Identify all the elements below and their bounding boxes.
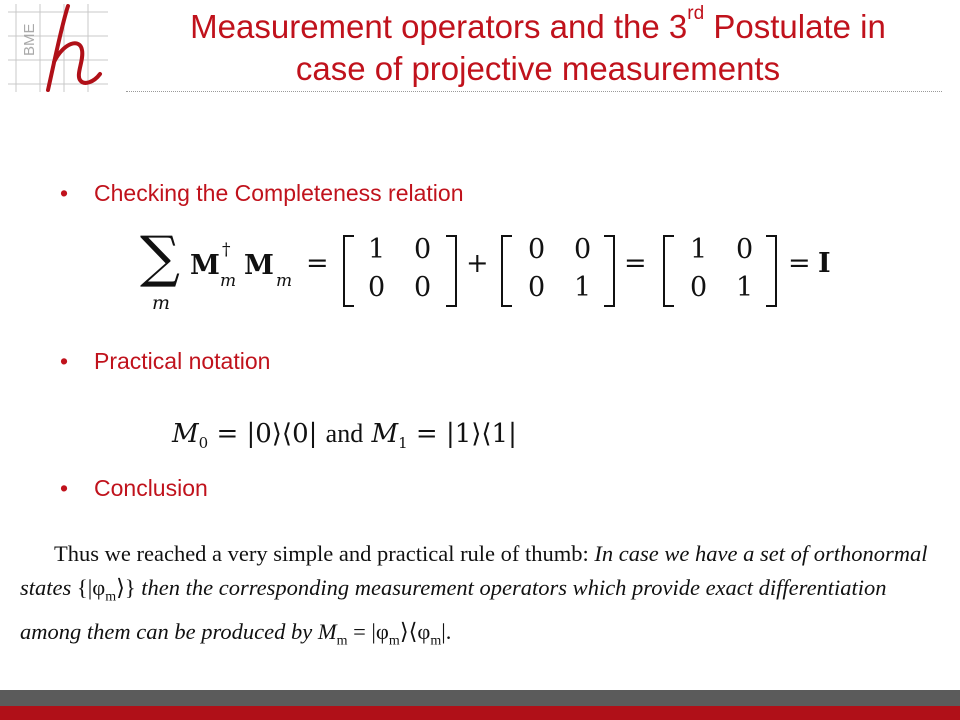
bullet-text: Checking the Completeness relation	[94, 180, 464, 206]
m0-symbol: M	[172, 419, 199, 449]
title-part-1: Measurement operators and the 3	[190, 8, 688, 45]
matrix-1-a11: 1	[368, 234, 386, 265]
matrix-3-brackets	[662, 234, 778, 308]
lhs-dagger: †	[222, 240, 231, 260]
title-line-2: case of projective measurements	[295, 50, 781, 87]
matrix-2-a12: 0	[574, 234, 592, 265]
matrix-1-a12: 0	[414, 234, 432, 265]
conclusion-italic-2: then the corresponding measurement operators which provide exact differentiation among them can be produced by	[20, 575, 887, 644]
conclusion-set	[76, 575, 136, 605]
formula-mid: ⟩⟨φ	[399, 618, 431, 644]
bullet-text: Practical notation	[94, 348, 271, 374]
logo-text: BME	[21, 23, 38, 56]
bullet-practical-notation	[60, 347, 270, 375]
bullet-marker: •	[60, 180, 69, 206]
bullet-completeness	[60, 179, 463, 207]
formula-m: M	[317, 618, 337, 644]
title-superscript: rd	[687, 3, 705, 24]
lhs-subscript-1: m	[220, 271, 237, 291]
equals-3: =	[788, 248, 811, 279]
sum-symbol: ∑	[140, 225, 180, 290]
plus-sign: +	[466, 248, 489, 279]
matrix-2-a21: 0	[528, 272, 546, 303]
bullet-marker: •	[60, 475, 69, 501]
conclusion-plain-text: Thus we reached a very simple and practical rule of thumb:	[54, 541, 589, 566]
footer-gray-bar	[0, 690, 960, 706]
bme-h-logo-icon	[8, 4, 112, 94]
title-divider	[126, 91, 942, 92]
identity-operator: I	[818, 248, 831, 279]
and-text: and	[325, 419, 364, 448]
conclusion-italic-1: In case we have a set of orthonormal states	[20, 541, 928, 600]
m0-subscript: 0	[198, 434, 209, 453]
bullet-text: Conclusion	[94, 475, 208, 501]
page-title	[120, 3, 956, 90]
matrix-3-a11: 1	[690, 234, 708, 265]
equals-1: =	[306, 248, 329, 279]
matrix-1-a22: 0	[414, 272, 432, 303]
matrix-3-a22: 1	[736, 272, 754, 303]
matrix-3-a21: 0	[690, 272, 708, 303]
bullet-marker: •	[60, 348, 69, 374]
formula-subscript-3: m	[430, 633, 442, 648]
formula-subscript-2: m	[388, 633, 400, 648]
conclusion-paragraph	[20, 537, 945, 658]
matrix-1-a21: 0	[368, 272, 386, 303]
footer-red-bar	[0, 706, 960, 720]
lhs-operator-1: M	[190, 250, 220, 281]
notation-equation	[172, 419, 517, 452]
conclusion-formula	[317, 618, 452, 648]
title-part-2: Postulate in	[704, 8, 886, 45]
bme-logo	[8, 4, 112, 94]
title-line-1	[120, 3, 956, 48]
formula-subscript-1: m	[336, 633, 348, 648]
m1-symbol: M	[371, 419, 399, 449]
m1-subscript: 1	[398, 434, 408, 453]
lhs-operator-2: M	[244, 250, 274, 281]
matrix-3-a12: 0	[736, 234, 754, 265]
formula-end: |.	[441, 618, 452, 644]
set-open: {|φ	[76, 575, 106, 600]
matrix-2-brackets	[500, 234, 616, 308]
matrix-2-a11: 0	[528, 234, 546, 265]
formula-rest: = |φ	[353, 618, 389, 644]
m1-definition: = |1⟩⟨1|	[415, 419, 517, 449]
m0-definition: = |0⟩⟨0|	[216, 419, 318, 449]
equals-2: =	[624, 248, 647, 279]
set-close: ⟩}	[116, 575, 136, 600]
bullet-conclusion	[60, 474, 208, 502]
set-subscript: m	[105, 589, 117, 605]
sum-index: m	[152, 292, 171, 314]
matrix-2-a22: 1	[574, 272, 592, 303]
matrix-1-brackets	[342, 234, 458, 308]
lhs-subscript-2: m	[276, 271, 293, 291]
